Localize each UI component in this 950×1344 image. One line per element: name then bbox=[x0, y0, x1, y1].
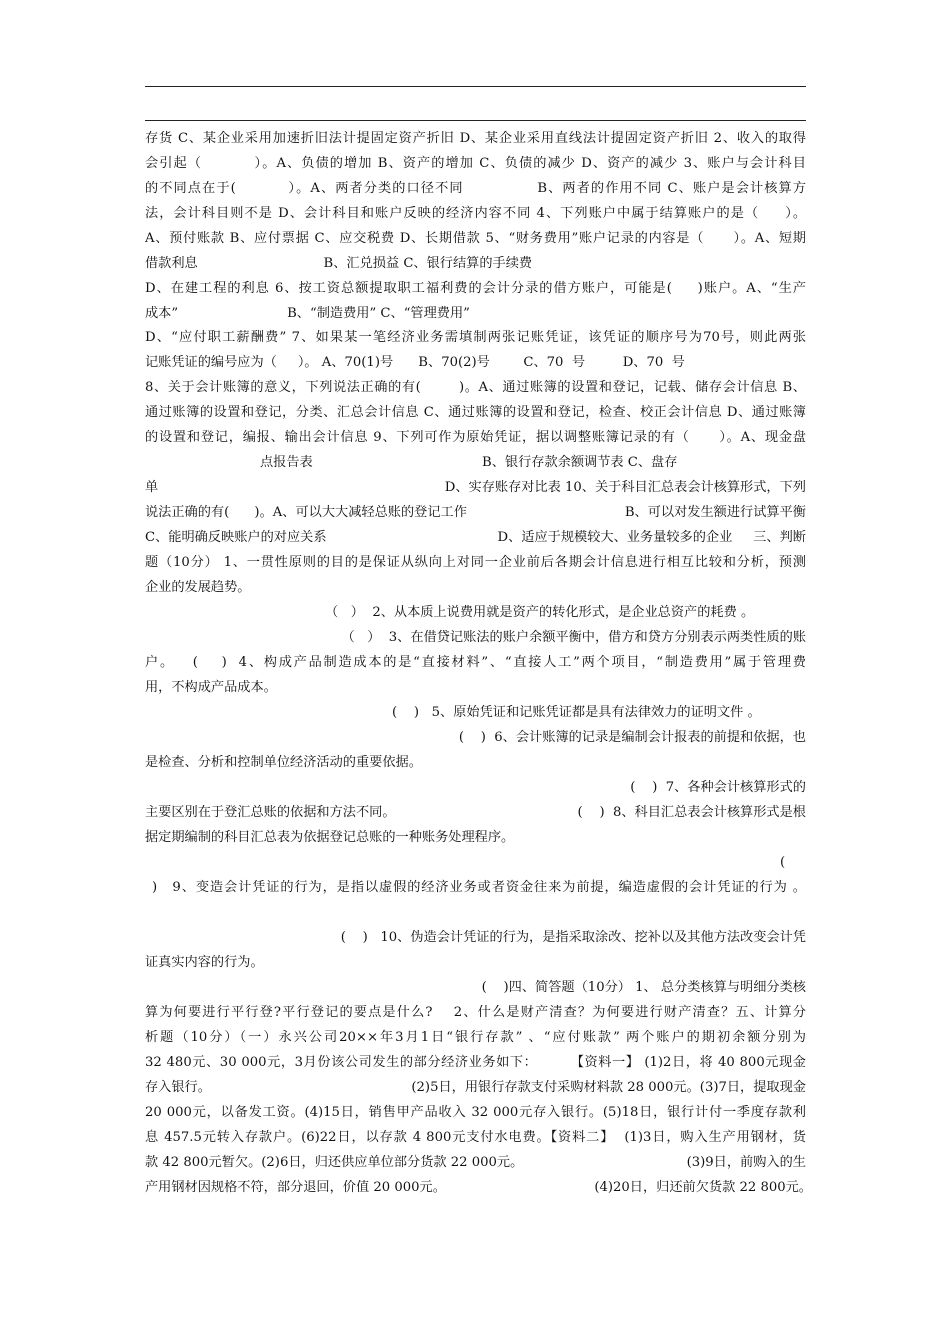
text-line: 20 000元，以备发工资。(4)15日，销售甲产品收入 32 000元存入银行。(5)18日，银行计付一季度存款利 bbox=[145, 1105, 806, 1120]
text-line: ) 9、变造会计凭证的行为，是指以虚假的经济业务或者资金往来为前提，编造虚假的会计凭证的行为 。 bbox=[152, 880, 806, 895]
text-line: 企业的发展趋势。 bbox=[145, 580, 251, 595]
text-line: 通过账簿的设置和登记，分类、汇总会计信息 C、通过账簿的设置和登记，检查、校正会计信息 D、通过账簿 bbox=[145, 405, 806, 420]
text-line: B、银行存款余额调节表 C、盘存 bbox=[482, 455, 678, 470]
text-line: 款 42 800元暂欠。(2)6日，归还供应单位部分货款 22 000元。 bbox=[145, 1155, 524, 1170]
text-line: 8、关于会计账簿的意义，下列说法正确的有( )。A、通过账簿的设置和登记，记载、储存会计信息 B、 bbox=[145, 380, 806, 395]
text-line: 的不同点在于( ）。A、两者分类的口径不同 B、两者的作用不同 C、账户是会计核算方 bbox=[145, 181, 806, 196]
text-line: 用，不构成产品成本。 bbox=[145, 680, 277, 695]
header-rule-top bbox=[145, 86, 806, 87]
text-line: B、可以对发生额进行试算平衡 bbox=[624, 505, 806, 520]
text-line: 证真实内容的行为。 bbox=[145, 955, 264, 970]
text-line: 产用钢材因规格不符，部分退回，价值 20 000元。 bbox=[145, 1180, 446, 1195]
text-line: （ ） 2、从本质上说费用就是资产的转化形式，是企业总资产的耗费 。 bbox=[325, 605, 755, 620]
text-line: 单 bbox=[145, 480, 159, 495]
text-line: 会引起（ ）。A、负债的增加 B、资产的增加 C、负债的减少 D、资产的减少 3、账户与会计科目 bbox=[145, 156, 806, 171]
text-line: ( )四、简答题（10分） 1、 总分类核算与明细分类核 bbox=[481, 980, 806, 995]
text-line: 法，会计科目则不是 D、会计科目和账户反映的经济内容不同 4、下列账户中属于结算账户的是（ ）。 bbox=[145, 206, 806, 221]
text-line: D、实存账存对比表 10、关于科目汇总表会计核算形式，下列 bbox=[444, 480, 806, 495]
text-line: (2)5日，用银行存款支付采购材料款 28 000元。(3)7日，提取现金 bbox=[411, 1080, 806, 1095]
text-line: ( ) 6、会计账簿的记录是编制会计报表的前提和依据，也 bbox=[458, 730, 806, 745]
text-line: ( ) 8、科目汇总表会计核算形式是根 bbox=[577, 805, 806, 820]
text-line: 主要区别在于登汇总账的依据和方法不同。 bbox=[145, 805, 396, 820]
header-rule-bottom bbox=[145, 120, 806, 121]
text-line: 是检查、分析和控制单位经济活动的重要依据。 bbox=[145, 755, 422, 770]
text-line: 的设置和登记，编报、输出会计信息 9、下列可作为原始凭证，据以调整账簿记录的有（ ）。A、现金盘 bbox=[145, 430, 806, 445]
text-line: (4)20日，归还前欠货款 22 800元。 bbox=[594, 1180, 812, 1195]
text-line: A、预付账款 B、应付票据 C、应交税费 D、长期借款 5、“财务费用”账户记录的内容是（ ）。A、短期 bbox=[145, 231, 806, 246]
text-line: D、在建工程的利息 6、按工资总额提取职工福利费的会计分录的借方账户，可能是( )账户。A、“生产 bbox=[145, 281, 806, 296]
text-line: ( bbox=[780, 855, 786, 870]
text-line: 息 457.5元转入存款户。(6)22日，以存款 4 800元支付水电费。【资料二】 (1)3日，购入生产用钢材，货 bbox=[145, 1130, 806, 1145]
text-line: 点报告表 bbox=[260, 455, 313, 470]
text-line: (3)9日，前购入的生 bbox=[686, 1155, 806, 1170]
text-line: D、“应付职工薪酬费” 7、如果某一笔经济业务需填制两张记账凭证，该凭证的顺序号为70号，则此两张 bbox=[145, 330, 806, 345]
text-line: 成本” B、“制造费用” C、“管理费用” bbox=[145, 306, 470, 321]
text-line: ( ) 10、伪造会计凭证的行为，是指采取涂改、挖补以及其他方法改变会计凭 bbox=[340, 930, 806, 945]
text-line: 算为何要进行平行登?平行登记的要点是什么? 2、什么是财产清查？为何要进行财产清查？五、计算分 bbox=[145, 1005, 806, 1020]
text-line: C、能明确反映账户的对应关系 bbox=[145, 530, 327, 545]
text-line: 说法正确的有( )。A、可以大大减轻总账的登记工作 bbox=[145, 505, 467, 520]
text-line: 存货 C、某企业采用加速折旧法计提固定资产折旧 D、某企业采用直线法计提固定资产折旧 2、收入的取得 bbox=[145, 131, 806, 146]
text-line: 题（10分） 1、一贯性原则的目的是保证从纵向上对同一企业前后各期会计信息进行相互比较和分析，预测 bbox=[145, 555, 806, 570]
text-line: 析题（10分）（一）永兴公司20××年3月1日“银行存款” 、“应付账款” 两个账户的期初余额分别为 bbox=[145, 1030, 806, 1045]
text-line: （ ） 3、在借贷记账法的账户余额平衡中，借方和贷方分别表示两类性质的账 bbox=[341, 630, 806, 645]
text-line: 记账凭证的编号应为（ ）。 A、70(1)号 B、70(2)号 C、70 号 D、70 号 bbox=[145, 355, 685, 370]
text-line: 据定期编制的科目汇总表为依据登记总账的一种账务处理程序。 bbox=[145, 830, 515, 845]
text-line: 借款利息 B、汇兑损益 C、银行结算的手续费 bbox=[145, 256, 533, 271]
text-line: 户。 ( ) 4、构成产品制造成本的是“直接材料”、“直接人工”两个项目，“制造费用”属于管理费 bbox=[145, 655, 806, 670]
text-line: 32 480元、30 000元，3月份该公司发生的部分经济业务如下： 【资料一】 (1)2日，将 40 800元现金 bbox=[145, 1055, 806, 1070]
text-line: 存入银行。 bbox=[145, 1080, 211, 1095]
text-line: ( ) 7、各种会计核算形式的 bbox=[630, 780, 806, 795]
text-line: D、适应于规模较大、业务量较多的企业 三、判断 bbox=[497, 530, 806, 545]
text-line: ( ) 5、原始凭证和记账凭证都是具有法律效力的证明文件 。 bbox=[392, 705, 761, 720]
